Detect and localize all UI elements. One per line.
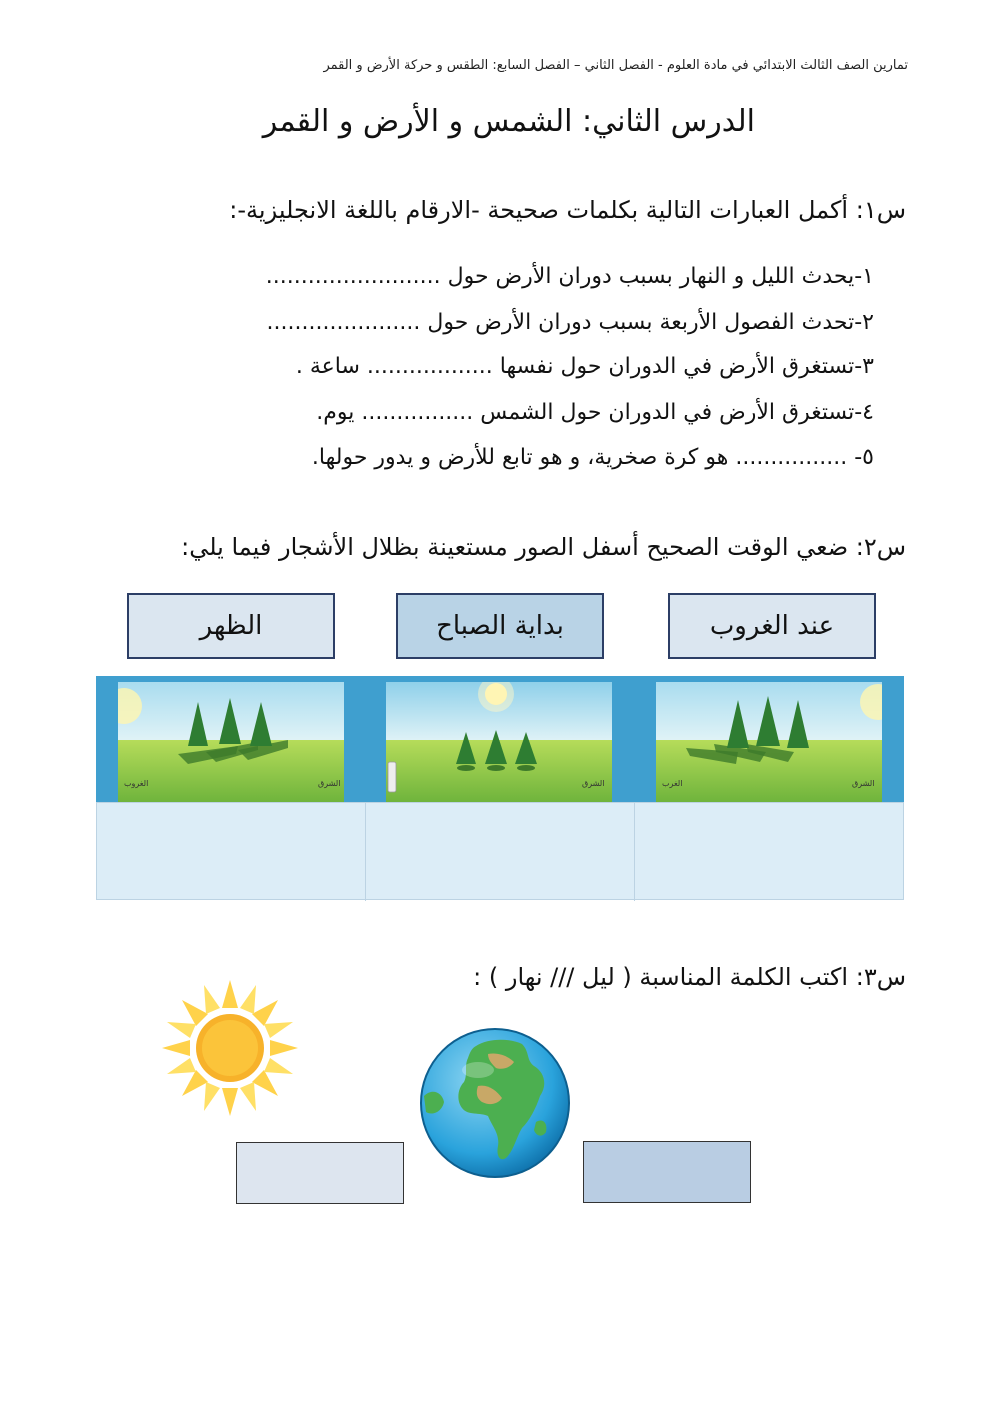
answer-box-sun-side[interactable] bbox=[236, 1142, 404, 1204]
q1-item-5: ٥- ................ هو كرة صخرية، و هو تابع للأرض و يدور حولها. bbox=[311, 445, 874, 470]
question-1-title: س١: أكمل العبارات التالية بكلمات صحيحة -الارقام باللغة الانجليزية-: bbox=[229, 196, 906, 224]
question-3-title: س٣: اكتب الكلمة المناسبة ( ليل /// نهار ) : bbox=[473, 963, 906, 991]
answer-divider bbox=[634, 803, 635, 901]
sun-icon bbox=[160, 978, 300, 1118]
lesson-title: الدرس الثاني: الشمس و الأرض و القمر bbox=[262, 104, 755, 139]
q1-item-3: ٣-تستغرق الأرض في الدوران حول نفسها .................. ساعة . bbox=[295, 354, 874, 379]
trees-picture-2 bbox=[386, 682, 612, 802]
answer-divider bbox=[365, 803, 366, 901]
trees-picture-1 bbox=[118, 682, 344, 802]
answer-box-dark-side[interactable] bbox=[583, 1141, 751, 1203]
time-label-sunset[interactable]: عند الغروب bbox=[668, 593, 876, 659]
time-label-noon[interactable]: الظهر bbox=[127, 593, 335, 659]
q1-item-2: ٢-تحدث الفصول الأربعة بسبب دوران الأرض حول ...................... bbox=[266, 310, 874, 335]
east-label: الشرق bbox=[852, 779, 875, 788]
west-label: الغرب bbox=[662, 779, 683, 788]
answer-row bbox=[96, 802, 904, 900]
q1-item-1: ١-يحدث الليل و النهار بسبب دوران الأرض حول ......................... bbox=[265, 264, 874, 289]
question-2-title: س٢: ضعي الوقت الصحيح أسفل الصور مستعينة بظلال الأشجار فيما يلي: bbox=[181, 533, 906, 561]
east-label: الشرق bbox=[582, 779, 605, 788]
q1-item-4: ٤-تستغرق الأرض في الدوران حول الشمس ................ يوم. bbox=[316, 400, 874, 425]
west-label: الغروب bbox=[124, 779, 149, 788]
worksheet-header: تمارين الصف الثالث الابتدائي في مادة العلوم - الفصل الثاني – الفصل السابع: الطقس و حركة الأرض و القمر bbox=[323, 58, 908, 73]
time-label-morning[interactable]: بداية الصباح bbox=[396, 593, 604, 659]
pictures-strip bbox=[96, 676, 904, 802]
trees-picture-3 bbox=[656, 682, 882, 802]
east-label: الشرق bbox=[318, 779, 341, 788]
earth-globe-icon bbox=[418, 1026, 572, 1180]
